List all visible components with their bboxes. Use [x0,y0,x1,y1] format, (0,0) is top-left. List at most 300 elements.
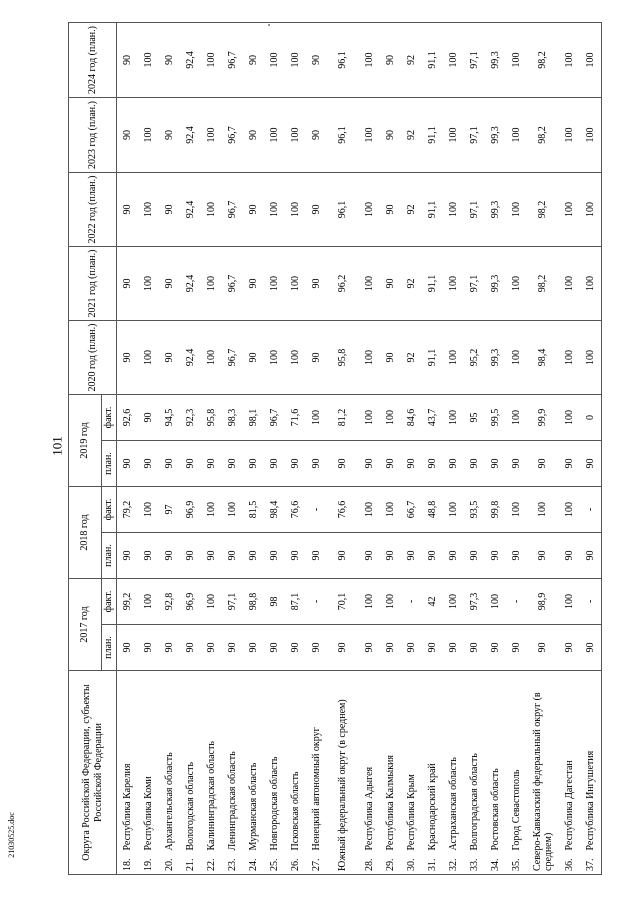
table-row [359,22,380,874]
value-cell: 96,7 [222,320,243,394]
value-cell: 90 [180,532,201,578]
value-cell: 99,3 [485,22,506,97]
value-cell: 100 [580,320,602,394]
value-cell: 90 [401,624,422,670]
value-cell: 76,6 [285,486,306,532]
value-cell: 100 [443,320,464,394]
table-body [117,22,602,874]
row-number: 29. [380,853,401,875]
value-cell: 90 [306,624,327,670]
value-cell: 92,4 [180,97,201,172]
value-cell: 90 [464,440,485,486]
value-cell: 90 [201,624,222,670]
value-cell: 90 [306,97,327,172]
rotated-table-frame [68,23,596,875]
value-cell: 90 [243,532,264,578]
row-number: 23. [222,853,243,875]
value-cell: 100 [359,172,380,246]
value-cell: 90 [159,22,180,97]
region-name: Вологодская область [180,670,201,852]
value-cell: - [580,578,602,624]
value-cell: 100 [506,246,527,320]
value-cell: 100 [201,486,222,532]
value-cell: 90 [327,440,359,486]
value-cell: 98 [264,578,285,624]
value-cell: 90 [380,624,401,670]
value-cell: 100 [138,22,159,97]
value-cell: 100 [222,486,243,532]
value-cell: 97 [159,486,180,532]
subheader-2018-plan: план. [102,532,117,578]
value-cell: 43,7 [422,394,443,440]
value-cell: 100 [201,246,222,320]
value-cell: 100 [201,22,222,97]
value-cell: 90 [159,246,180,320]
value-cell: 90 [380,246,401,320]
value-cell: 100 [264,22,285,97]
value-cell: 96,1 [327,172,359,246]
value-cell: 100 [138,172,159,246]
value-cell: 92 [401,246,422,320]
value-cell: 100 [138,97,159,172]
value-cell: 90 [380,440,401,486]
value-cell: 94,5 [159,394,180,440]
row-number: 22. [201,853,222,875]
row-number: 18. [117,853,139,875]
value-cell: 98,2 [527,22,559,97]
subheader-2019-fact: факт. [102,394,117,440]
value-cell: 100 [443,172,464,246]
value-cell: 66,7 [401,486,422,532]
value-cell: 100 [527,486,559,532]
value-cell: 100 [559,246,580,320]
value-cell: 0 [580,394,602,440]
value-cell: 100 [359,486,380,532]
value-cell: 90 [159,320,180,394]
value-cell: 98,1 [243,394,264,440]
value-cell: 90 [138,624,159,670]
value-cell: 100 [443,486,464,532]
value-cell: 90 [117,440,139,486]
table-row [422,22,443,874]
value-cell: - [580,486,602,532]
value-cell: 100 [559,320,580,394]
value-cell: 90 [380,97,401,172]
value-cell: 90 [159,532,180,578]
subheader-2017-plan: план. [102,624,117,670]
value-cell: - [401,578,422,624]
value-cell: 90 [222,532,243,578]
value-cell: 100 [201,97,222,172]
value-cell: 100 [359,320,380,394]
value-cell: 90 [485,532,506,578]
value-cell: 92 [401,97,422,172]
value-cell: 98,2 [527,246,559,320]
value-cell: 92,4 [180,22,201,97]
region-name: Город Севастополь [506,670,527,852]
table-row [327,22,359,874]
table-row [222,22,243,874]
region-name: Астраханская область [443,670,464,852]
value-cell: 100 [201,172,222,246]
table-row [264,22,285,874]
value-cell: 99,9 [527,394,559,440]
row-number: 34. [485,853,506,875]
value-cell: 90 [285,532,306,578]
value-cell: 90 [359,624,380,670]
value-cell: 90 [159,440,180,486]
value-cell: 98,8 [243,578,264,624]
table-row [580,22,602,874]
table-container [68,23,596,875]
value-cell: 100 [285,172,306,246]
value-cell: 99,3 [485,246,506,320]
value-cell: 90 [117,246,139,320]
row-number: 27. [306,853,327,875]
table-row [527,22,559,874]
row-number: 35. [506,853,527,875]
value-cell: 96,1 [327,22,359,97]
value-cell: - [506,578,527,624]
table-row [138,22,159,874]
value-cell: 90 [117,624,139,670]
row-number: 25. [264,853,285,875]
value-cell: 90 [243,172,264,246]
value-cell: 100 [359,97,380,172]
region-name: Новгородская область [264,670,285,852]
value-cell: 90 [285,440,306,486]
row-number: 28. [359,853,380,875]
value-cell: 90 [327,532,359,578]
value-cell: 100 [380,486,401,532]
value-cell: 90 [243,440,264,486]
region-column-header: Округа Российской Федерации, субъекты Российской Федерации [69,670,117,874]
value-cell: - [306,578,327,624]
value-cell: 91,1 [422,97,443,172]
value-cell: 98,4 [264,486,285,532]
subheader-2019-plan: план. [102,440,117,486]
region-name: Республика Адыгея [359,670,380,852]
plan-header-2020: 2020 год (план.) [69,320,117,394]
value-cell: 90 [306,320,327,394]
value-cell: 90 [243,320,264,394]
value-cell: 100 [580,22,602,97]
value-cell: 96,1 [327,97,359,172]
value-cell: 90 [201,440,222,486]
value-cell: 90 [180,440,201,486]
table-row [401,22,422,874]
value-cell: 100 [264,97,285,172]
value-cell: 100 [580,97,602,172]
value-cell: 90 [159,97,180,172]
value-cell: 100 [380,578,401,624]
year-header-2019: 2019 год [69,394,102,486]
document-id: 21030525.doc [7,812,16,858]
value-cell: 79,2 [117,486,139,532]
table-row [159,22,180,874]
plan-header-2024: 2024 год (план.) [69,22,117,97]
value-cell: 90 [306,246,327,320]
value-cell: 90 [464,624,485,670]
value-cell: 100 [443,97,464,172]
value-cell: 91,1 [422,246,443,320]
value-cell: 90 [306,172,327,246]
value-cell: - [306,486,327,532]
row-number: 24. [243,853,264,875]
value-cell: 90 [117,97,139,172]
value-cell: 92,3 [180,394,201,440]
value-cell: 90 [401,440,422,486]
value-cell: 90 [380,320,401,394]
subheader-2018-fact: факт. [102,486,117,532]
value-cell: 90 [359,440,380,486]
value-cell: 90 [306,22,327,97]
value-cell: 90 [527,440,559,486]
value-cell: 90 [243,246,264,320]
table-row [285,22,306,874]
value-cell: 92 [401,172,422,246]
value-cell: 90 [306,532,327,578]
table-row [559,22,580,874]
value-cell: 90 [117,172,139,246]
table-row [180,22,201,874]
value-cell: 100 [138,246,159,320]
value-cell: 100 [201,320,222,394]
region-name: Краснодарский край [422,670,443,852]
value-cell: 90 [464,532,485,578]
region-name: Калининградская область [201,670,222,852]
value-cell: 100 [359,578,380,624]
value-cell: 98,4 [527,320,559,394]
value-cell: 90 [443,624,464,670]
row-number: 33. [464,853,485,875]
row-number: 26. [285,853,306,875]
value-cell: 90 [422,532,443,578]
table-row [506,22,527,874]
value-cell: 90 [327,624,359,670]
value-cell: 48,8 [422,486,443,532]
value-cell: 90 [580,624,602,670]
region-name: Ленинградская область [222,670,243,852]
value-cell: 90 [159,624,180,670]
value-cell: 100 [264,320,285,394]
value-cell: 100 [443,22,464,97]
value-cell: 98,9 [527,578,559,624]
data-table [68,22,602,875]
year-header-2018: 2018 год [69,486,102,578]
value-cell: 90 [222,440,243,486]
value-cell: 90 [380,22,401,97]
value-cell: 100 [285,22,306,97]
region-name: Псковская область [285,670,306,852]
value-cell: 90 [359,532,380,578]
value-cell: 99,3 [485,172,506,246]
value-cell: 97,1 [222,578,243,624]
value-cell: 100 [559,394,580,440]
value-cell: 100 [306,394,327,440]
district-name: Северо-Кавказский федеральный округ (в среднем) [527,670,559,874]
value-cell: 90 [243,97,264,172]
value-cell: 97,1 [464,22,485,97]
row-number: 36. [559,853,580,875]
value-cell: 100 [138,486,159,532]
value-cell: 97,1 [464,246,485,320]
value-cell: 90 [380,532,401,578]
value-cell: 98,2 [527,172,559,246]
value-cell: 100 [559,172,580,246]
row-number: 30. [401,853,422,875]
value-cell: 90 [506,624,527,670]
value-cell: 95 [464,394,485,440]
value-cell: 90 [559,624,580,670]
value-cell: 90 [580,532,602,578]
table-row [201,22,222,874]
value-cell: 92,4 [180,172,201,246]
plan-header-2023: 2023 год (план.) [69,97,117,172]
value-cell: 100 [580,172,602,246]
value-cell: 95,8 [327,320,359,394]
value-cell: 100 [359,22,380,97]
value-cell: 90 [285,624,306,670]
value-cell: 92,4 [180,246,201,320]
value-cell: 90 [138,440,159,486]
value-cell: 100 [264,172,285,246]
table-row [306,22,327,874]
value-cell: 100 [380,394,401,440]
value-cell: 100 [138,578,159,624]
row-number: 37. [580,853,602,875]
value-cell: 98,2 [527,97,559,172]
value-cell: 92,8 [159,578,180,624]
value-cell: 100 [506,394,527,440]
value-cell: 100 [506,172,527,246]
value-cell: 91,1 [422,320,443,394]
value-cell: 90 [422,624,443,670]
row-number: 32. [443,853,464,875]
value-cell: 70,1 [327,578,359,624]
page-number: 101 [49,436,65,456]
value-cell: 90 [527,624,559,670]
plan-header-2021: 2021 год (план.) [69,246,117,320]
value-cell: 98,3 [222,394,243,440]
table-row [464,22,485,874]
value-cell: 100 [285,320,306,394]
value-cell: 91,1 [422,172,443,246]
value-cell: 90 [443,532,464,578]
region-name: Ростовская область [485,670,506,852]
value-cell: 100 [359,246,380,320]
plan-header-2022: 2022 год (план.) [69,172,117,246]
region-name: Республика Коми [138,670,159,852]
value-cell: 92,4 [180,320,201,394]
value-cell: 99,8 [485,486,506,532]
value-cell: 100 [506,486,527,532]
region-name: Республика Дагестан [559,670,580,852]
value-cell: 100 [138,320,159,394]
table-row [443,22,464,874]
value-cell: 100 [559,578,580,624]
value-cell: 90 [485,440,506,486]
value-cell: 90 [264,440,285,486]
value-cell: 90 [527,532,559,578]
district-name: Южный федеральный округ (в среднем) [327,670,359,874]
value-cell: 100 [443,578,464,624]
value-cell: 95,8 [201,394,222,440]
value-cell: 96,7 [222,97,243,172]
value-cell: 81,5 [243,486,264,532]
region-name: Республика Калмыкия [380,670,401,852]
value-cell: 99,5 [485,394,506,440]
value-cell: 90 [117,320,139,394]
value-cell: 99,3 [485,97,506,172]
value-cell: 90 [306,440,327,486]
value-cell: 97,1 [464,97,485,172]
value-cell: 90 [580,440,602,486]
value-cell: 87,1 [285,578,306,624]
value-cell: 100 [443,246,464,320]
value-cell: 42 [422,578,443,624]
value-cell: 100 [559,22,580,97]
value-cell: 90 [201,532,222,578]
row-number: 19. [138,853,159,875]
value-cell: 90 [117,532,139,578]
value-cell: 96,9 [180,578,201,624]
table-row [485,22,506,874]
row-number: 20. [159,853,180,875]
value-cell: 90 [506,532,527,578]
region-name: Архангельская область [159,670,180,852]
row-number: 21. [180,853,201,875]
region-name: Волгоградская область [464,670,485,852]
value-cell: 95,2 [464,320,485,394]
value-cell: 100 [580,246,602,320]
value-cell: 90 [138,394,159,440]
value-cell: 100 [201,578,222,624]
value-cell: 90 [559,440,580,486]
value-cell: 90 [401,532,422,578]
value-cell: 92 [401,22,422,97]
value-cell: 100 [485,578,506,624]
value-cell: 84,6 [401,394,422,440]
value-cell: 90 [443,440,464,486]
value-cell: 90 [380,172,401,246]
region-name: Республика Карелия [117,670,139,852]
value-cell: 90 [506,440,527,486]
value-cell: 93,5 [464,486,485,532]
value-cell: 91,1 [422,22,443,97]
value-cell: 100 [506,97,527,172]
table-row [243,22,264,874]
region-name: Республика Крым [401,670,422,852]
value-cell: 99,3 [485,320,506,394]
value-cell: 96,7 [222,246,243,320]
value-cell: 100 [559,97,580,172]
value-cell: 96,7 [222,22,243,97]
value-cell: 90 [159,172,180,246]
value-cell: 90 [222,624,243,670]
value-cell: 100 [559,486,580,532]
subheader-2017-fact: факт. [102,578,117,624]
value-cell: 90 [180,624,201,670]
table-row [117,22,139,874]
row-number: 31. [422,853,443,875]
region-name: Ненецкий автономный округ [306,670,327,852]
value-cell: 97,3 [464,578,485,624]
value-cell: 96,7 [222,172,243,246]
value-cell: 100 [443,394,464,440]
value-cell: 90 [117,22,139,97]
value-cell: 92 [401,320,422,394]
